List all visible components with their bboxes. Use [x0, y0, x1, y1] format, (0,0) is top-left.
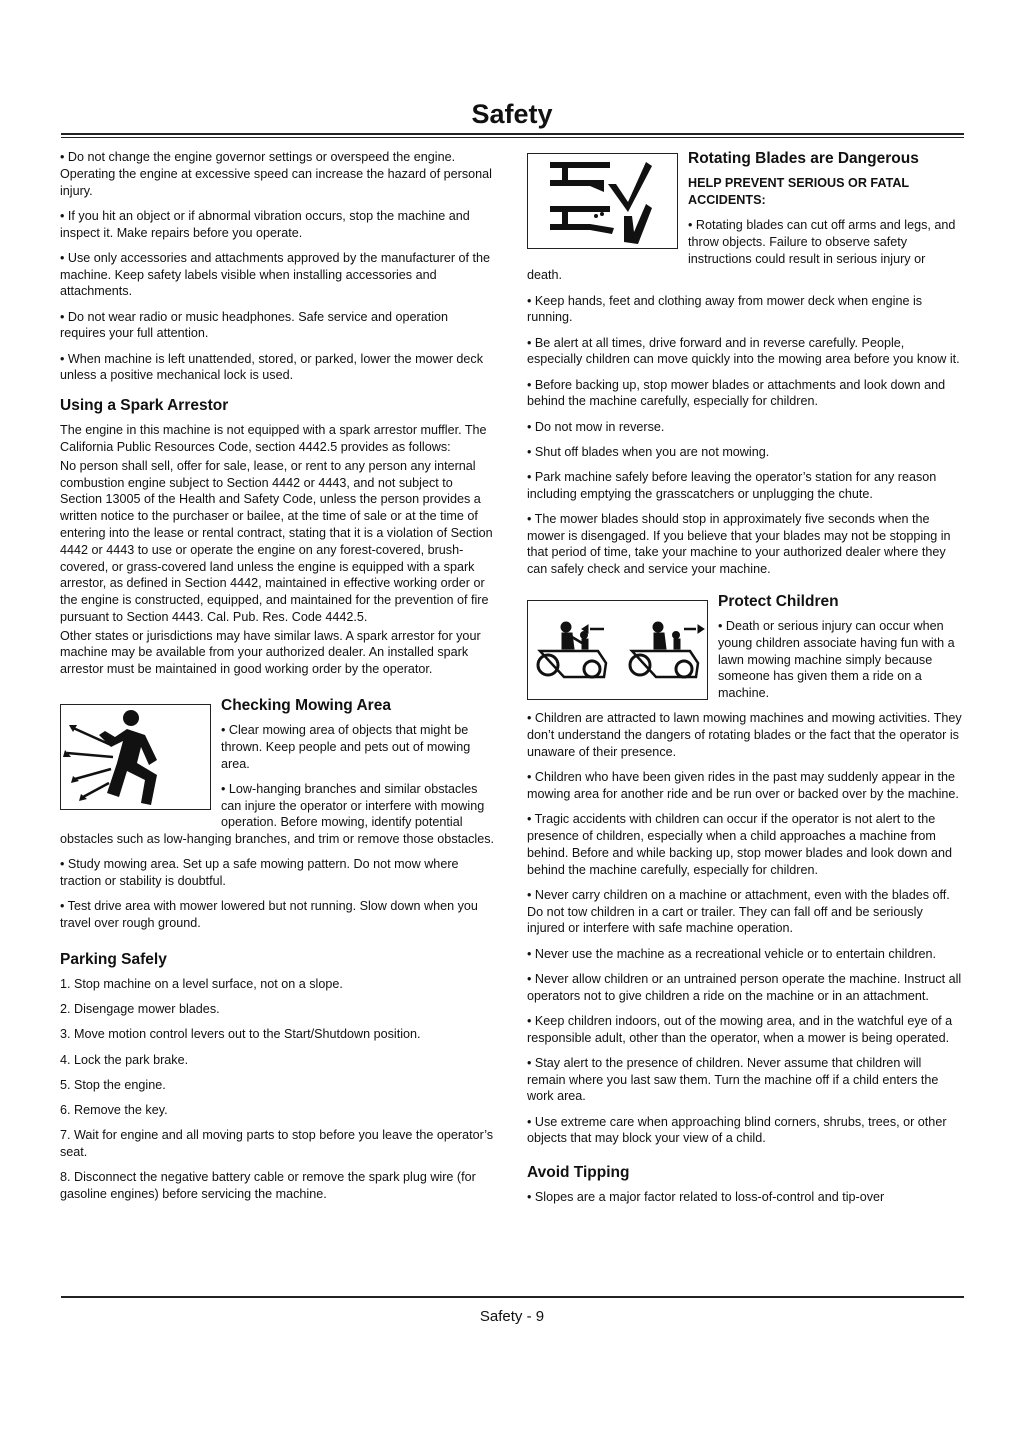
paragraph: • Children who have been given rides in the past may suddenly appear in the mowing area for another ride and be run over or backed over by the machine.	[527, 770, 959, 802]
section-heading-protect-children: Protect Children	[718, 593, 839, 611]
paragraph: • Clear mowing area of objects that might be thrown. Keep people and pets out of mowing area.	[221, 723, 471, 771]
paragraph: • Never use the machine as a recreational vehicle or to entertain children.	[527, 946, 937, 961]
section-heading-spark-arrestor: Using a Spark Arrestor	[60, 397, 229, 415]
list-item: 6. Remove the key.	[60, 1102, 168, 1117]
list-item: 1. Stop machine on a level surface, not on a slope.	[60, 977, 343, 992]
paragraph: • Stay alert to the presence of children. Never assume that children will remain where you last saw them. Turn the machine off if a child enters the work area.	[527, 1055, 939, 1104]
paragraph: • Test drive area with mower lowered but not running. Slow down when you travel over rough ground.	[60, 899, 478, 931]
list-item: 2. Disengage mower blades.	[60, 1002, 220, 1017]
right-column	[527, 149, 963, 1214]
header-rule-thin	[61, 137, 964, 138]
thrown-objects-warning-icon	[60, 704, 211, 810]
left-column	[60, 149, 496, 1211]
paragraph: • Be alert at all times, drive forward and in reverse carefully. People, especially children can move quickly into the mowing area before you know it.	[527, 335, 960, 367]
paragraph: • Low-hanging branches and similar obstacles can injure the operator or interfere with mowing operation. Before mowing, identify potential obstacles such as low-hanging branches, and trim or remove those obstacles.	[60, 781, 495, 847]
rotating-blade-warning-icon	[527, 153, 678, 249]
list-item: 5. Stop the engine.	[60, 1077, 166, 1092]
section-heading-avoid-tipping: Avoid Tipping	[527, 1164, 630, 1182]
paragraph: • Before backing up, stop mower blades or attachments and look down and behind the machine carefully, especially for children.	[527, 377, 946, 409]
list-item: 7. Wait for engine and all moving parts to stop before you leave the operator’s seat.	[60, 1128, 494, 1159]
list-item: 4. Lock the park brake.	[60, 1052, 189, 1067]
paragraph: • Use only accessories and attachments approved by the manufacturer of the machine. Keep safety labels visible when installing accessories and attachments.	[60, 250, 491, 299]
paragraph: • Do not wear radio or music headphones. Safe service and operation requires your full attention.	[60, 309, 449, 341]
list-item: 3. Move motion control levers out to the Start/Shutdown position.	[60, 1027, 421, 1042]
paragraph: • Tragic accidents with children can occur if the operator is not alert to the presence of children, especially when a child approaches a machine from behind. Before and while backing up, stop mower blades and look down and behind the machine carefully, especially for children.	[527, 812, 952, 877]
paragraph: • Children are attracted to lawn mowing machines and mowing activities. They don’t understand the dangers of rotating blades or the fact that the operator is unaware of their presence.	[527, 711, 962, 760]
paragraph: • Use extreme care when approaching blind corners, shrubs, trees, or other objects that may block your view of a child.	[527, 1114, 947, 1146]
section-heading-parking-safely: Parking Safely	[60, 951, 167, 969]
children-mower-warning-icon	[527, 600, 708, 700]
page-title: Safety	[471, 99, 553, 129]
page-number: Safety - 9	[479, 1308, 545, 1325]
paragraph: • If you hit an object or if abnormal vibration occurs, stop the machine and inspect it. Make repairs before you operate.	[60, 208, 470, 240]
paragraph: • Death or serious injury can occur when young children associate having fun with a lawn mowing machine simply because someone has given them a ride on a machine.	[718, 619, 955, 701]
warning-label: HELP PREVENT SERIOUS OR FATAL ACCIDENTS:	[688, 176, 909, 207]
paragraph: • When machine is left unattended, stored, or parked, lower the mower deck unless a positive mechanical lock is used.	[60, 351, 484, 383]
section-heading-checking-mowing-area: Checking Mowing Area	[221, 697, 391, 715]
paragraph: • Do not change the engine governor settings or overspeed the engine. Operating the engine at excessive speed can increase the hazard of personal injury.	[60, 150, 492, 198]
paragraph: The engine in this machine is not equipped with a spark arrestor muffler. The California Public Resources Code, section 4442.5 provides as follows:	[60, 423, 487, 454]
paragraph: • Do not mow in reverse.	[527, 419, 665, 434]
paragraph: • Shut off blades when you are not mowing.	[527, 444, 770, 459]
paragraph: • Never carry children on a machine or attachment, even with the blades off. Do not tow children in a cart or trailer. They can fall off and be seriously injured or interfere with safe machine operation.	[527, 887, 950, 936]
paragraph: • Keep hands, feet and clothing away from mower deck when engine is running.	[527, 293, 923, 325]
paragraph: • Park machine safely before leaving the operator’s station for any reason including emptying the grasscatchers or unplugging the chute.	[527, 469, 937, 501]
paragraph: • Study mowing area. Set up a safe mowing pattern. Do not mow where traction or stability is doubtful.	[60, 857, 459, 889]
paragraph: • Slopes are a major factor related to loss-of-control and tip-over	[527, 1190, 885, 1205]
paragraph: • Keep children indoors, out of the mowing area, and in the watchful eye of a responsible adult, other than the operator, when a mower is being operated.	[527, 1013, 953, 1045]
section-heading-rotating-blades: Rotating Blades are Dangerous	[688, 150, 919, 167]
footer-rule	[61, 1296, 964, 1298]
paragraph: • The mower blades should stop in approximately five seconds when the mower is disengaged. If you believe that your blades may not be stopping in that period of time, take your machine to your authorized dealer where they can safely check and service your machine.	[527, 511, 951, 577]
header-rule	[61, 133, 964, 135]
paragraph: Other states or jurisdictions may have similar laws. A spark arrestor for your machine may be available from your authorized dealer. An installed spark arrestor must be maintained in good working order by the operator.	[60, 628, 481, 677]
paragraph: • Rotating blades can cut off arms and legs, and throw objects. Failure to observe safety instructions could result in serious injury or death.	[527, 217, 956, 283]
paragraph: • Never allow children or an untrained person operate the machine. Instruct all operators not to give children a ride on the machine or in an attachment.	[527, 971, 962, 1003]
list-item: 8. Disconnect the negative battery cable or remove the spark plug wire (for gasoline engines) before servicing the machine.	[60, 1170, 476, 1201]
paragraph: No person shall sell, offer for sale, lease, or rent to any person any internal combustion engine subject to Section 4442 or 4443, and not subject to Section 13005 of the Health and Safety Code, unless the person provides a written notice to the purchaser or bailee, at the time of sale or at the time of entering into the lease or rental contract, stating that it is a violation of Section 4442 or 4443 to use or operate the engine on any forest-covered, brush-covered, or grass-covered land unless the engine is equipped with a spark arrestor, as defined in Section 4442, maintained in effective working order or the engine is constructed, equipped, and maintained for the prevention of fire pursuant to Section 4443. Cal. Pub. Res. Code 4442.5.	[60, 458, 493, 624]
